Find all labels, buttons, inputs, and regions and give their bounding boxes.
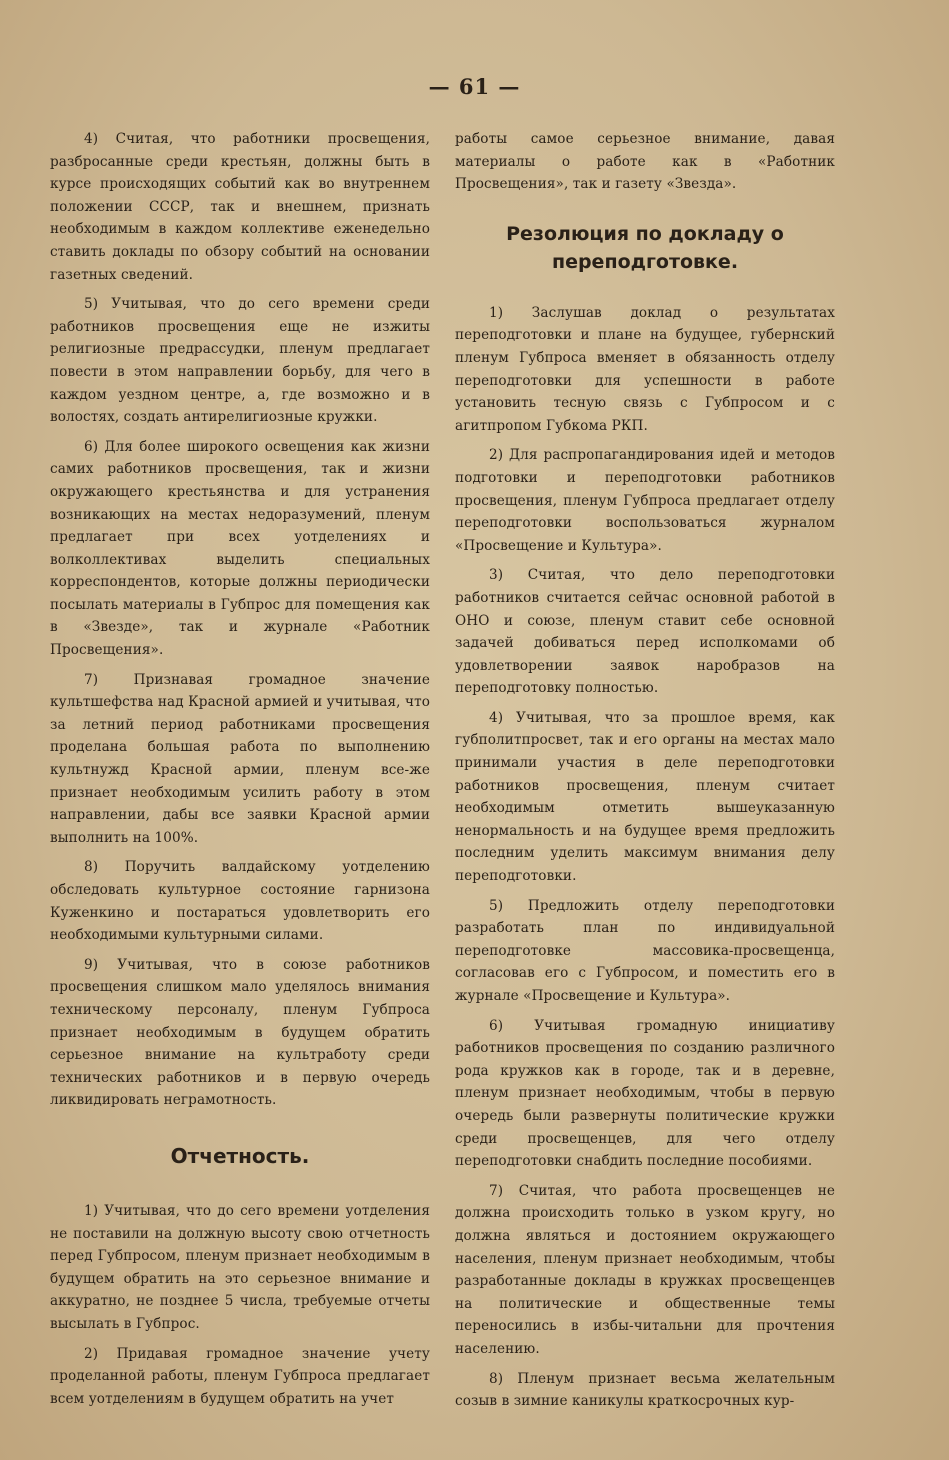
paragraph-6: 6) Для более широкого освещения как жизни самих работников просвещения, так и жизни окружающего крестьянства и для устранения возникающих на местах недоразумений, пленум предлагает при всех уотделениях и волколлективах выделить специальных корреспондентов, которые должны периодически посылать материалы в Губпрос для помещения как в «Звезде», так и журнале «Работник Просвещения». [50,438,430,659]
paragraph-9: 9) Учитывая, что в союзе работников просвещения слишком мало уделялось внимания техническому персоналу, пленум Губпроса признает необходимым в будущем обратить серьезное внимание на культработу среди технических работников и в первую очередь ликвидировать неграмотность. [50,956,430,1109]
left-column [50,128,430,1417]
paragraph-4: 4) Считая, что работники просвещения, разбросанные среди крестьян, должны быть в курсе происходящих событий как во внутреннем положении СССР, так и внешнем, признать необходимым в каждом коллективе еженедельно ставить доклады по обзору событий на основании газетных сведений. [50,131,430,283]
resolution-paragraph-8: 8) Пленум признает весьма желательным созыв в зимние каникулы краткосрочных кур- [455,1370,835,1410]
paragraph-5: 5) Учитывая, что до сего времени среди работников просвещения еще не изжиты религиозные предрассудки, пленум предлагает повести в этом направлении борьбу, для чего в каждом уездном центре, а, где возможно и в волостях, создать антирелигиозные кружки. [50,296,430,426]
resolution-paragraph-6: 6) Учитывая громадную инициативу работников просвещения по созданию различного рода кружков как в городе, так и в деревне, пленум признает необходимым, чтобы в первую очередь были развернуты политические кружки среди просвещенцев, для чего отделу переподготовки снабдить последние пособиями. [455,1017,835,1170]
resolution-paragraph-3: 3) Считая, что дело переподготовки работников считается сейчас основной работой в ОНО и союзе, пленум ставит себе основной задачей добиваться перед исполкомами об удовлетворении заявок наробразов на переподготовку полностью. [455,567,835,697]
page-number: — 61 — [428,74,521,99]
section-heading-resolution: Резолюция по докладу о переподготовке. [506,222,784,273]
resolution-paragraph-5: 5) Предложить отделу переподготовки разработать план по индивидуальной переподготовке массовика-просвещенца, согласовав его с Губпросом, и поместить его в журнале «Просвещение и Культура». [455,897,835,1004]
right-column [455,128,835,1420]
paragraph-8: 8) Поручить валдайскому уотделению обследовать культурное состояние гарнизона Куженкино и постараться удовлетворить его необходимыми культурными силами. [50,859,430,944]
resolution-paragraph-2: 2) Для распропагандирования идей и методов подготовки и переподготовки работников просвещения, пленум Губпроса предлагает отделу переподготовки воспользоваться журналом «Просвещение и Культура». [455,447,835,554]
continuation-paragraph: работы самое серьезное внимание, давая материалы о работе как в «Работник Просвещения», так и газету «Звезда». [455,131,835,193]
reporting-paragraph-2: 2) Придавая громадное значение учету проделанной работы, пленум Губпроса предлагает всем уотделениям в будущем обратить на учет [50,1345,430,1407]
paragraph-7: 7) Признавая громадное значение культшефства над Красной армией и учитывая, что за летний период работниками просвещения проделана большая работа по выполнению культнужд Красной армии, пленум все-же признает необходимым усилить работу в этом направлении, дабы все заявки Красной армии выполнить на 100%. [50,671,431,846]
resolution-paragraph-7: 7) Считая, что работа просвещенцев не должна происходить только в узком кругу, но должна являться и достоянием окружающего населения, пленум признает необходимым, чтобы разработанные доклады в кружках просвещенцев на политические и общественные темы переносились в избы-читальни для прочтения населению. [455,1182,835,1357]
resolution-paragraph-1: 1) Заслушав доклад о результатах переподготовки и плане на будущее, губернский пленум Губпроса вменяет в обязанность отделу переподготовки для успешности в работе установить тесную связь с Губпросом и с агитпропом Губкома РКП. [455,304,835,434]
reporting-paragraph-1: 1) Учитывая, что до сего времени уотделения не поставили на должную высоту свою отчетность перед Губпросом, пленум признает необходимым в будущем обратить на это серьезное внимание и аккуратно, не позднее 5 числа, требуемые отчеты высылать в Губпрос. [50,1202,430,1332]
section-heading-reporting: Отчетность. [170,1143,310,1168]
resolution-paragraph-4: 4) Учитывая, что за прошлое время, как губполитпросвет, так и его органы на местах мало принимали участия в деле переподготовки работников просвещения, пленум считает необходимым отметить вышеуказанную ненормальность и на будущее время предложить последним уделить максимум внимания делу переподготовки. [455,709,835,885]
